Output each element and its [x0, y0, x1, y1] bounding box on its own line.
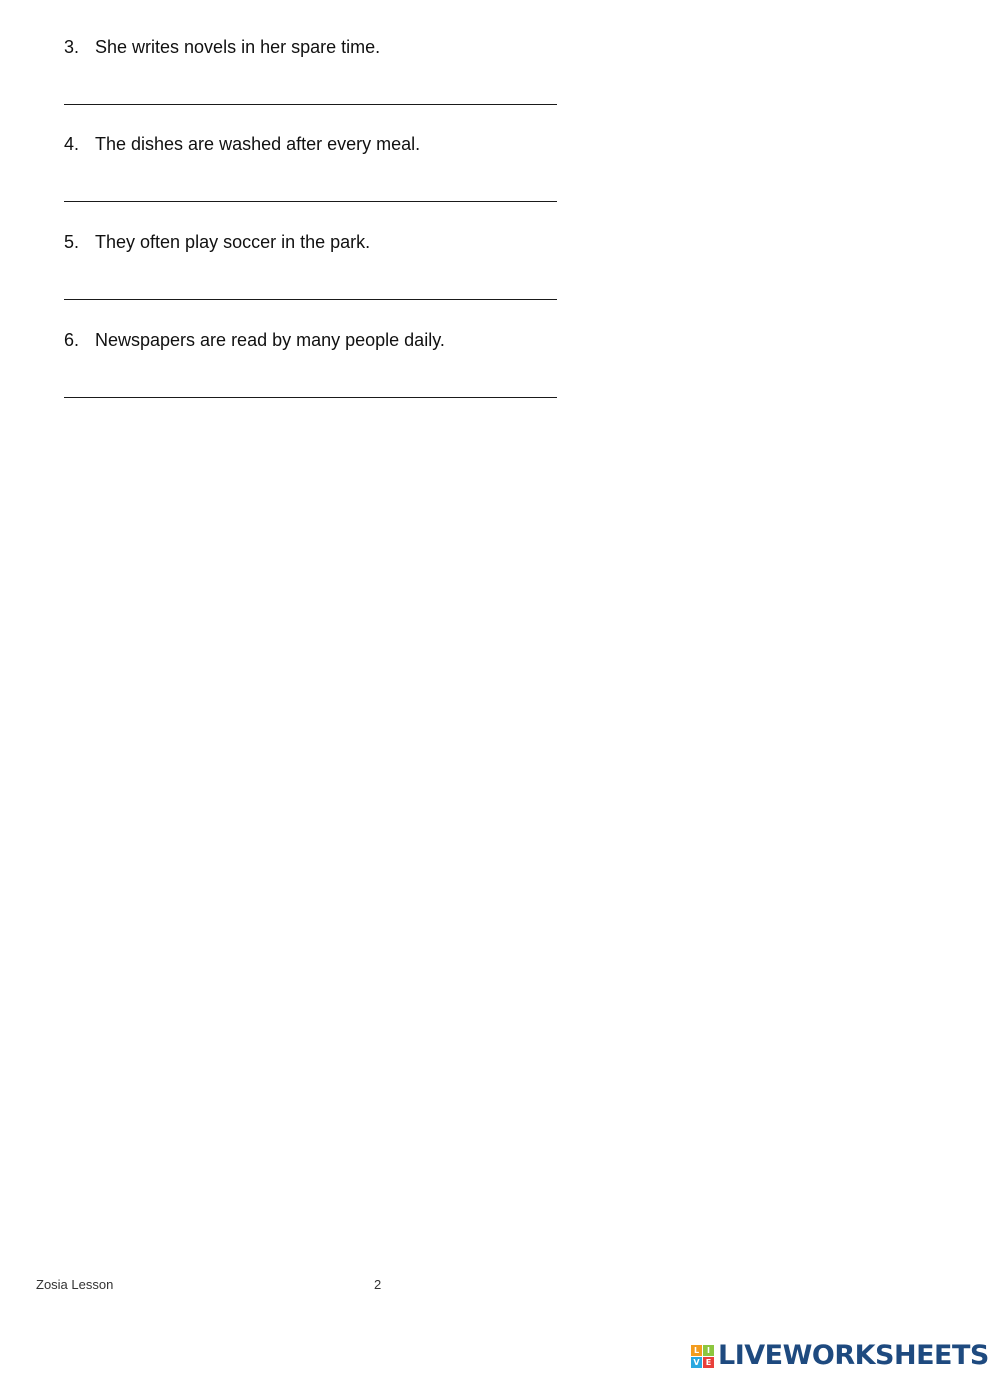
liveworksheets-logo — [691, 1341, 989, 1371]
logo-cell: V — [691, 1357, 702, 1368]
question-3 — [64, 36, 558, 106]
logo-cell: E — [703, 1357, 714, 1368]
question-4 — [64, 133, 558, 203]
question-sentence: Newspapers are read by many people daily. — [95, 330, 445, 350]
answer-line[interactable] — [64, 201, 557, 202]
question-sentence: She writes novels in her spare time. — [95, 37, 381, 57]
question-number: 5. — [64, 232, 80, 252]
logo-cell: I — [703, 1345, 714, 1356]
question-5 — [64, 231, 558, 301]
answer-line[interactable] — [64, 104, 557, 105]
logo-mark-icon — [691, 1345, 714, 1368]
logo-cell: L — [691, 1345, 702, 1356]
question-text — [64, 329, 445, 351]
question-6 — [64, 329, 558, 399]
answer-line[interactable] — [64, 299, 557, 300]
question-text — [64, 36, 380, 58]
brand-name: LIVEWORKSHEETS — [718, 1340, 989, 1371]
question-number: 6. — [64, 330, 80, 350]
question-text — [64, 231, 370, 253]
question-sentence: They often play soccer in the park. — [95, 232, 371, 252]
question-sentence: The dishes are washed after every meal. — [95, 134, 421, 154]
page-footer — [36, 1277, 396, 1300]
footer-left-text: Zosia Lesson — [36, 1277, 114, 1292]
question-number: 3. — [64, 37, 80, 57]
footer-page-number: 2 — [374, 1277, 382, 1292]
question-number: 4. — [64, 134, 80, 154]
question-text — [64, 133, 420, 155]
answer-line[interactable] — [64, 397, 557, 398]
